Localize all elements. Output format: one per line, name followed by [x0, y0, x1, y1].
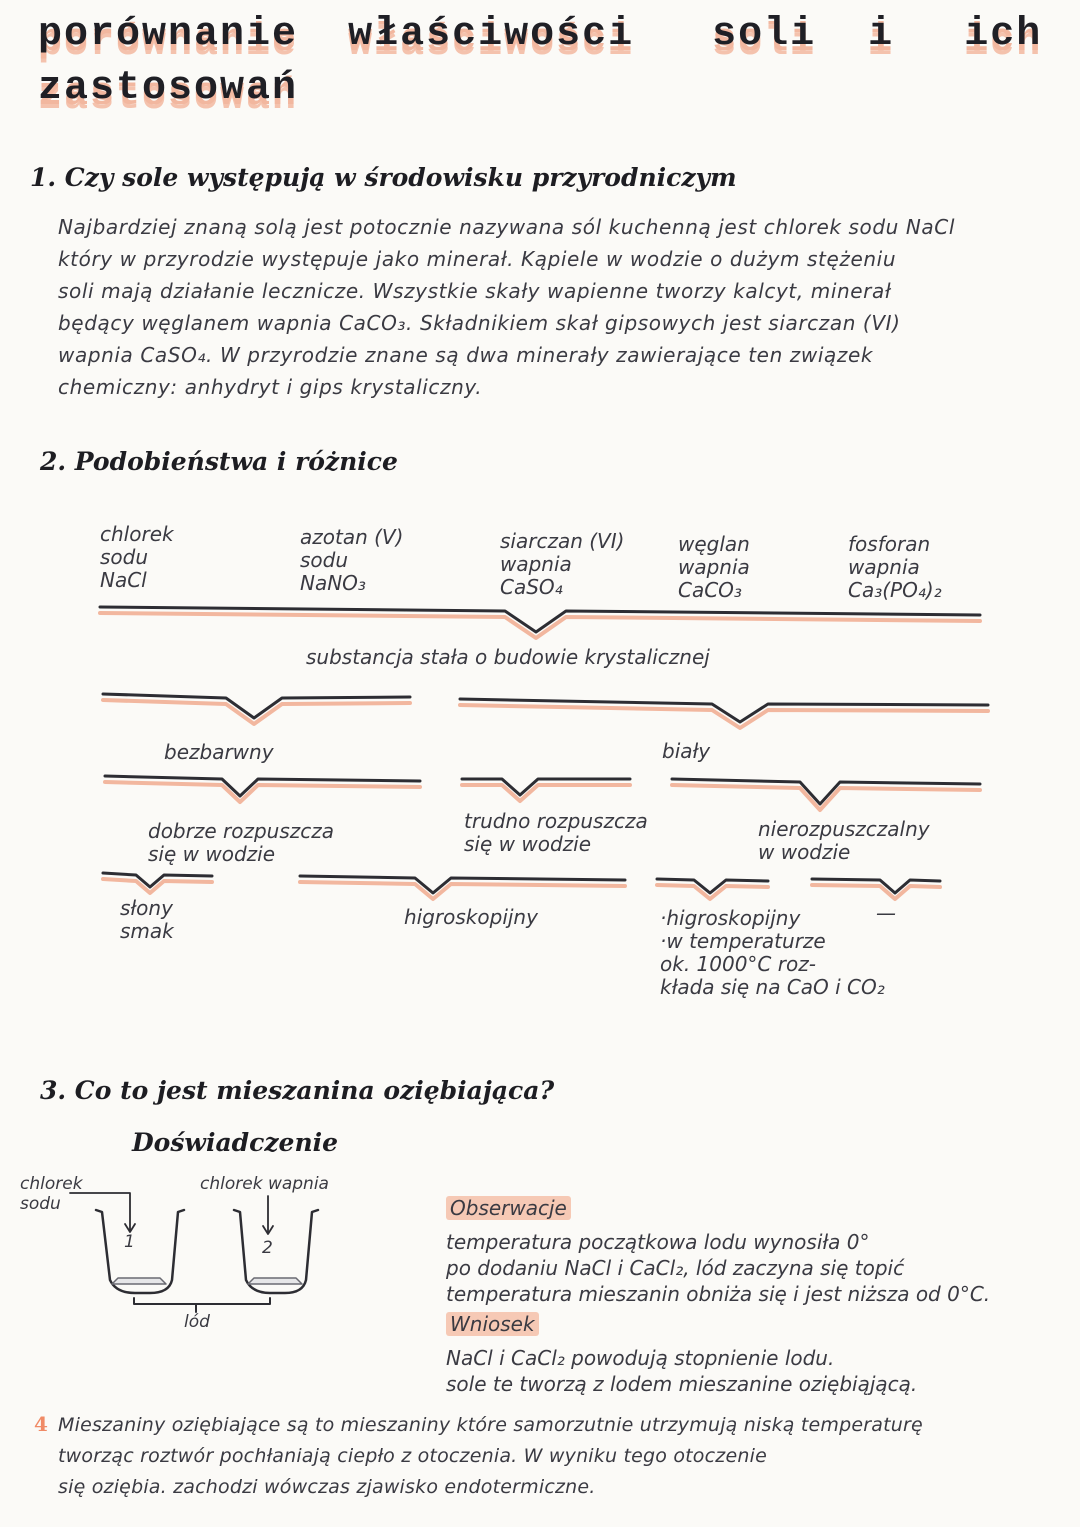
section-1-paragraph	[58, 211, 1058, 403]
property-hygroscopic: higroskopijny	[404, 905, 538, 929]
paragraph-line: Mieszaniny oziębiające są to mieszaniny które samorzutnie utrzymują niską temperaturę	[58, 1414, 923, 1436]
paragraph-line: tworząc roztwór pochłaniają ciepło z otoczenia. W wyniku tego otoczenie	[58, 1445, 767, 1467]
paragraph-line: soli mają działanie lecznicze. Wszystkie skały wapienne tworzy kalcyt, minerał	[58, 279, 892, 303]
section-4-marker: 4	[34, 1412, 48, 1436]
section-2-heading: 2. Podobieństwa i różnice	[40, 447, 398, 476]
salt-nano3: azotan (V) sodu NaNO₃	[300, 525, 404, 595]
salt-caso4: siarczan (VI) wapnia CaSO₄	[500, 529, 625, 599]
paragraph-line: chemiczny: anhydryt i gips krystaliczny.	[58, 375, 483, 399]
paragraph-line: się oziębia. zachodzi wówczas zjawisko endotermiczne.	[58, 1476, 596, 1498]
salt-ca3po42: fosforan wapnia Ca₃(PO₄)₂	[848, 532, 942, 602]
property-salty-taste: słony smak	[120, 896, 174, 943]
label-calcium-chloride: chlorek wapnia	[200, 1174, 329, 1194]
beaker-number-1: 1	[124, 1232, 135, 1252]
property-none: —	[876, 901, 896, 925]
paragraph-line: Najbardziej znaną solą jest potocznie nazywana sól kuchenną jest chlorek sodu NaCl	[58, 215, 956, 239]
property-caso4-notes: ·higroskopijny ·w temperaturze ok. 1000°C roz- kłada się na CaO i CO₂	[660, 906, 885, 999]
paragraph-line: wapnia CaSO₄. W przyrodzie znane są dwa minerały zawierające ten związek	[58, 343, 874, 367]
page-title-line-2: zastosowań	[38, 66, 299, 111]
property-colorless: bezbarwny	[164, 740, 274, 764]
observations-text: temperatura początkowa lodu wynosiła 0° po dodaniu NaCl i CaCl₂, lód zaczyna się topić temperatura mieszanin obniża się i jest niższa od 0°C.	[446, 1230, 991, 1306]
common-property: substancja stała o budowie krystalicznej	[306, 645, 710, 669]
property-white: biały	[662, 739, 711, 763]
conclusion-heading: Wniosek	[446, 1312, 539, 1336]
observations-heading: Obserwacje	[446, 1196, 571, 1220]
salt-nacl: chlorek sodu NaCl	[100, 522, 174, 592]
section-3-heading: 3. Co to jest mieszanina oziębiająca?	[40, 1076, 555, 1105]
beaker-number-2: 2	[262, 1238, 273, 1258]
label-ice: lód	[184, 1312, 210, 1332]
label-sodium-chloride: chlorek sodu	[20, 1174, 83, 1214]
property-good-solubility: dobrze rozpuszcza się w wodzie	[148, 819, 335, 866]
salt-caco3: węglan wapnia CaCO₃	[678, 532, 750, 602]
property-insoluble: nierozpuszczalny w wodzie	[758, 817, 930, 864]
section-4-paragraph	[58, 1410, 1068, 1503]
conclusion-text: NaCl i CaCl₂ powodują stopnienie lodu. sole te tworzą z lodem mieszanine oziębiąjącą.	[446, 1346, 918, 1396]
section-1-heading: 1. Czy sole występują w środowisku przyrodniczym	[30, 163, 737, 192]
paragraph-line: będący węglanem wapnia CaCO₃. Składnikiem skał gipsowych jest siarczan (VI)	[58, 311, 901, 335]
experiment-heading: Doświadczenie	[132, 1128, 339, 1157]
property-poor-solubility: trudno rozpuszcza się w wodzie	[464, 809, 648, 856]
page-title: porównanie właściwości soli i ich	[38, 12, 1043, 57]
paragraph-line: który w przyrodzie występuje jako minerał. Kąpiele w wodzie o dużym stężeniu	[58, 247, 897, 271]
